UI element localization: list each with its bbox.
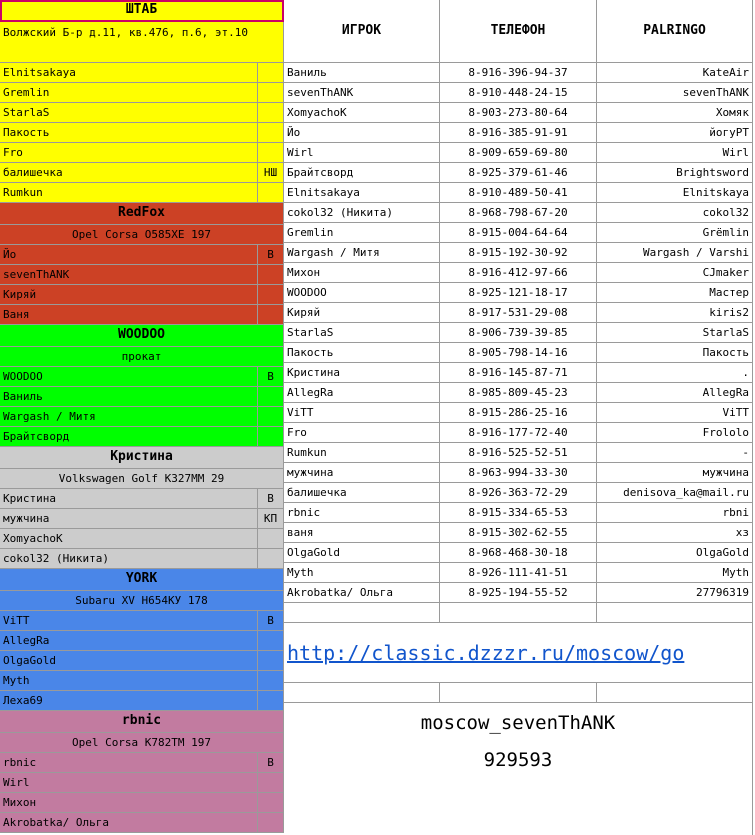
crew-member-flag[interactable] (258, 285, 284, 305)
player-palringo[interactable]: KateAir (597, 63, 753, 83)
crew-member-flag[interactable] (258, 813, 284, 833)
crew-title[interactable]: WOODOO (0, 325, 284, 347)
crew-car[interactable]: Volkswagen Golf К327ММ 29 (0, 469, 284, 489)
player-phone[interactable]: 8-917-531-29-08 (440, 303, 597, 323)
crew-member-flag[interactable] (258, 773, 284, 793)
player-phone[interactable]: 8-916-525-52-51 (440, 443, 597, 463)
crew-member-flag[interactable] (258, 691, 284, 711)
crew-member-flag[interactable] (258, 427, 284, 447)
player-palringo[interactable]: Мастер (597, 283, 753, 303)
player-name[interactable]: Михон (284, 263, 440, 283)
player-palringo[interactable]: Grёmlin (597, 223, 753, 243)
player-phone[interactable]: 8-968-798-67-20 (440, 203, 597, 223)
player-name[interactable]: rbnic (284, 503, 440, 523)
crew-member-flag[interactable]: КП (258, 509, 284, 529)
crew-member-flag[interactable] (258, 631, 284, 651)
player-name[interactable]: балишечка (284, 483, 440, 503)
crew-car[interactable]: прокат (0, 347, 284, 367)
hq-member-flag[interactable] (258, 103, 284, 123)
crew-member-flag[interactable] (258, 529, 284, 549)
crew-member-flag[interactable]: В (258, 611, 284, 631)
player-name[interactable]: Elnitsakaya (284, 183, 440, 203)
crew-car[interactable]: Subaru XV Н654КУ 178 (0, 591, 284, 611)
hq-member-name[interactable]: Elnitsakaya (0, 63, 258, 83)
player-phone[interactable]: 8-916-396-94-37 (440, 63, 597, 83)
player-phone[interactable]: 8-909-659-69-80 (440, 143, 597, 163)
player-name[interactable]: Кристина (284, 363, 440, 383)
player-name[interactable]: StarlaS (284, 323, 440, 343)
player-palringo[interactable]: CJmaker (597, 263, 753, 283)
crew-member-flag[interactable] (258, 549, 284, 569)
player-name[interactable]: OlgaGold (284, 543, 440, 563)
player-name[interactable]: Брайтсворд (284, 163, 440, 183)
player-palringo[interactable]: StarlaS (597, 323, 753, 343)
player-name[interactable]: Ваниль (284, 63, 440, 83)
player-phone[interactable]: 8-915-286-25-16 (440, 403, 597, 423)
hq-member-name[interactable]: Rumkun (0, 183, 258, 203)
player-palringo[interactable]: Wargash / Varshi (597, 243, 753, 263)
crew-member-flag[interactable]: В (258, 753, 284, 773)
player-palringo[interactable]: 27796319 (597, 583, 753, 603)
crew-member-name[interactable]: rbnic (0, 753, 258, 773)
crew-title[interactable]: RedFox (0, 203, 284, 225)
hq-title[interactable]: ШТАБ (0, 0, 284, 22)
player-palringo[interactable]: йогуРТ (597, 123, 753, 143)
player-palringo[interactable]: Wirl (597, 143, 753, 163)
player-phone[interactable]: 8-903-273-80-64 (440, 103, 597, 123)
hq-member-flag[interactable] (258, 83, 284, 103)
crew-member-name[interactable]: ViTT (0, 611, 258, 631)
player-palringo[interactable]: Brightsword (597, 163, 753, 183)
player-palringo[interactable]: sevenThANK (597, 83, 753, 103)
crew-member-name[interactable]: OlgaGold (0, 651, 258, 671)
player-name[interactable]: мужчина (284, 463, 440, 483)
crew-member-name[interactable]: мужчина (0, 509, 258, 529)
player-palringo[interactable]: kiris2 (597, 303, 753, 323)
player-phone[interactable]: 8-963-994-33-30 (440, 463, 597, 483)
crew-member-name[interactable]: Wirl (0, 773, 258, 793)
crew-member-flag[interactable] (258, 265, 284, 285)
empty-cell[interactable] (284, 603, 440, 623)
crew-title[interactable]: YORK (0, 569, 284, 591)
player-palringo[interactable]: rbni (597, 503, 753, 523)
player-phone[interactable]: 8-915-302-62-55 (440, 523, 597, 543)
crew-member-flag[interactable] (258, 407, 284, 427)
crew-member-name[interactable]: Леха69 (0, 691, 258, 711)
crew-member-name[interactable]: Akrobatka/ Ольга (0, 813, 258, 833)
crew-member-name[interactable]: Брайтсворд (0, 427, 258, 447)
player-name[interactable]: Пакость (284, 343, 440, 363)
hq-member-flag[interactable] (258, 183, 284, 203)
player-palringo[interactable]: Хомяк (597, 103, 753, 123)
player-name[interactable]: ваня (284, 523, 440, 543)
player-phone[interactable]: 8-905-798-14-16 (440, 343, 597, 363)
player-phone[interactable]: 8-985-809-45-23 (440, 383, 597, 403)
player-name[interactable]: sevenThANK (284, 83, 440, 103)
hq-member-flag[interactable] (258, 143, 284, 163)
player-palringo[interactable]: . (597, 363, 753, 383)
crew-member-flag[interactable]: В (258, 489, 284, 509)
empty-cell[interactable] (440, 603, 597, 623)
crew-member-name[interactable]: XomyachoK (0, 529, 258, 549)
player-name[interactable]: Wargash / Митя (284, 243, 440, 263)
crew-title[interactable]: Кристина (0, 447, 284, 469)
player-name[interactable]: AllegRa (284, 383, 440, 403)
hq-member-name[interactable]: Fro (0, 143, 258, 163)
player-palringo[interactable]: Frololo (597, 423, 753, 443)
hq-member-name[interactable]: StarlaS (0, 103, 258, 123)
player-phone[interactable]: 8-910-448-24-15 (440, 83, 597, 103)
player-name[interactable]: WOODOO (284, 283, 440, 303)
crew-car[interactable]: Opel Corsa О585ХЕ 197 (0, 225, 284, 245)
crew-car[interactable]: Opel Corsa К782ТМ 197 (0, 733, 284, 753)
player-palringo[interactable]: cokol32 (597, 203, 753, 223)
crew-member-name[interactable]: Myth (0, 671, 258, 691)
player-phone[interactable]: 8-915-192-30-92 (440, 243, 597, 263)
crew-member-name[interactable]: Ваня (0, 305, 258, 325)
player-phone[interactable]: 8-916-145-87-71 (440, 363, 597, 383)
game-link[interactable]: http://classic.dzzzr.ru/moscow/go (284, 623, 753, 683)
player-phone[interactable]: 8-926-363-72-29 (440, 483, 597, 503)
crew-member-flag[interactable] (258, 305, 284, 325)
empty-cell[interactable] (284, 683, 440, 703)
player-name[interactable]: Wirl (284, 143, 440, 163)
hq-member-name[interactable]: балишечка (0, 163, 258, 183)
player-palringo[interactable]: - (597, 443, 753, 463)
player-name[interactable]: cokol32 (Никита) (284, 203, 440, 223)
crew-member-flag[interactable] (258, 387, 284, 407)
hq-member-name[interactable]: Пакость (0, 123, 258, 143)
player-phone[interactable]: 8-916-412-97-66 (440, 263, 597, 283)
player-palringo[interactable]: Пакость (597, 343, 753, 363)
empty-cell[interactable] (597, 683, 753, 703)
player-palringo[interactable]: ViTT (597, 403, 753, 423)
empty-cell[interactable] (440, 683, 597, 703)
crew-member-name[interactable]: Wargash / Митя (0, 407, 258, 427)
crew-member-name[interactable]: AllegRa (0, 631, 258, 651)
hq-member-flag[interactable]: НШ (258, 163, 284, 183)
player-palringo[interactable]: AllegRa (597, 383, 753, 403)
player-palringo[interactable]: OlgaGold (597, 543, 753, 563)
crew-title[interactable]: rbnic (0, 711, 284, 733)
player-palringo[interactable]: Elnitskaya (597, 183, 753, 203)
crew-member-name[interactable]: Ваниль (0, 387, 258, 407)
player-name[interactable]: Rumkun (284, 443, 440, 463)
crew-member-name[interactable]: cokol32 (Никита) (0, 549, 258, 569)
player-phone[interactable]: 8-916-177-72-40 (440, 423, 597, 443)
player-name[interactable]: Myth (284, 563, 440, 583)
player-phone[interactable]: 8-916-385-91-91 (440, 123, 597, 143)
player-phone[interactable]: 8-968-468-30-18 (440, 543, 597, 563)
hq-address[interactable]: Волжский Б-р д.11, кв.476, п.6, эт.10 (0, 22, 284, 63)
crew-member-flag[interactable]: В (258, 367, 284, 387)
crew-member-flag[interactable] (258, 651, 284, 671)
crew-member-flag[interactable] (258, 671, 284, 691)
player-phone[interactable]: 8-906-739-39-85 (440, 323, 597, 343)
crew-member-flag[interactable] (258, 793, 284, 813)
player-phone[interactable]: 8-925-121-18-17 (440, 283, 597, 303)
player-palringo[interactable]: denisova_ka@mail.ru (597, 483, 753, 503)
player-name[interactable]: Akrobatka/ Ольга (284, 583, 440, 603)
player-phone[interactable]: 8-926-111-41-51 (440, 563, 597, 583)
password-value[interactable]: 929593 (284, 743, 753, 835)
column-header-player[interactable]: ИГРОК (284, 0, 440, 63)
player-palringo[interactable]: мужчина (597, 463, 753, 483)
crew-member-name[interactable]: WOODOO (0, 367, 258, 387)
crew-member-name[interactable]: Киряй (0, 285, 258, 305)
player-name[interactable]: Fro (284, 423, 440, 443)
player-phone[interactable]: 8-910-489-50-41 (440, 183, 597, 203)
crew-member-name[interactable]: sevenThANK (0, 265, 258, 285)
crew-member-flag[interactable]: В (258, 245, 284, 265)
player-phone[interactable]: 8-925-194-55-52 (440, 583, 597, 603)
hq-member-flag[interactable] (258, 123, 284, 143)
hq-member-name[interactable]: Gremlin (0, 83, 258, 103)
login-value[interactable]: moscow_sevenThANK (284, 703, 753, 743)
crew-member-name[interactable]: Кристина (0, 489, 258, 509)
column-header-palringo[interactable]: PALRINGO (597, 0, 753, 63)
player-phone[interactable]: 8-915-334-65-53 (440, 503, 597, 523)
player-palringo[interactable]: Myth (597, 563, 753, 583)
column-header-phone[interactable]: ТЕЛЕФОН (440, 0, 597, 63)
player-name[interactable]: Киряй (284, 303, 440, 323)
crew-member-name[interactable]: Михон (0, 793, 258, 813)
player-palringo[interactable]: хз (597, 523, 753, 543)
player-name[interactable]: Йо (284, 123, 440, 143)
player-name[interactable]: ViTT (284, 403, 440, 423)
player-name[interactable]: Gremlin (284, 223, 440, 243)
player-phone[interactable]: 8-925-379-61-46 (440, 163, 597, 183)
player-name[interactable]: XomyachoK (284, 103, 440, 123)
player-phone[interactable]: 8-915-004-64-64 (440, 223, 597, 243)
crew-member-name[interactable]: Йо (0, 245, 258, 265)
empty-cell[interactable] (597, 603, 753, 623)
hq-member-flag[interactable] (258, 63, 284, 83)
